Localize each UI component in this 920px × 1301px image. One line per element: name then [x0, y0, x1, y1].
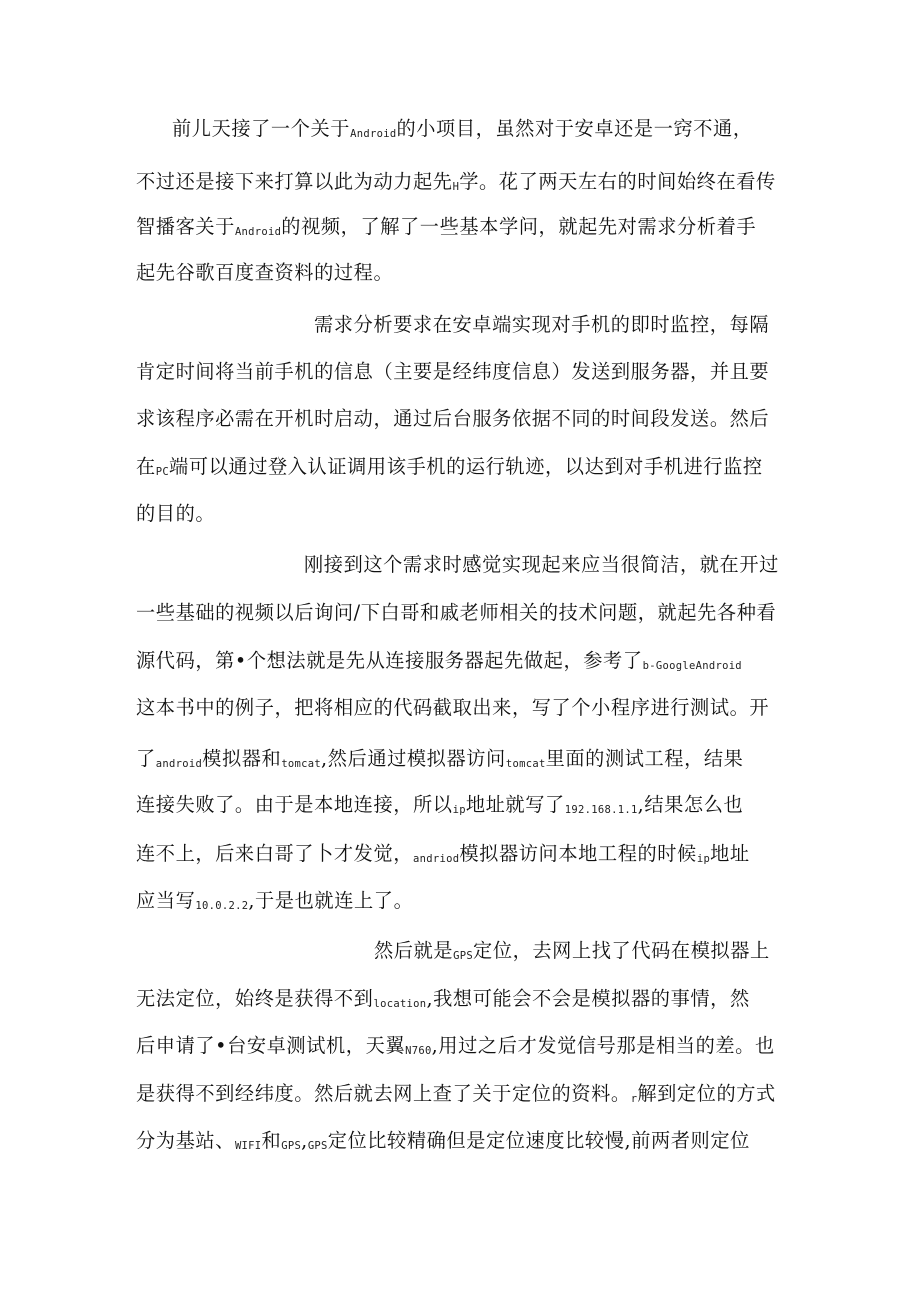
text-run: 前儿天接了一个关于 [172, 117, 351, 140]
text-run: 连不上，后来白哥了卜才发觉， [136, 842, 414, 865]
text-line [136, 690, 769, 726]
text-line [136, 836, 750, 872]
inline-latin-term: Android [350, 128, 397, 140]
text-line [136, 1123, 750, 1159]
text-run: 定位，去网上找了代码在模拟器上 [473, 939, 770, 962]
text-run: 无法定位，始终是获得不到 [136, 987, 374, 1010]
text-run: 里面的测试工程，结果 [545, 747, 744, 770]
text-run: 是获得不到经纬度。然后就去网上查了关于定位的资料。 [136, 1082, 631, 1105]
text-run: 模拟器和 [202, 747, 282, 770]
inline-latin-term: 192.168.1.1 [564, 804, 638, 816]
inline-latin-term: GPS [307, 1140, 328, 1152]
inline-latin-term: GPS [453, 950, 474, 962]
inline-latin-term: PC [155, 466, 170, 478]
inline-latin-term: r [630, 1093, 638, 1105]
text-run: 模拟器访问本地工程的时候 [459, 842, 697, 865]
inline-latin-term: GPS [281, 1140, 302, 1152]
text-run: 一些基础的视频以后询问/下白哥和戚老师相关的技术问题，就起先各种看 [136, 601, 777, 624]
text-run: 了 [136, 747, 156, 770]
text-run: 端可以通过登入认证调用该手机的运行轨迹，以达到对手机进行监控 [169, 455, 763, 478]
text-line [304, 547, 779, 583]
text-run: 不过还是接下来打算以此为动力起先 [136, 170, 453, 193]
text-line [172, 111, 753, 147]
text-line [136, 354, 769, 390]
text-run: ,我想可能会不会是模拟器的事情，然 [426, 987, 750, 1010]
inline-latin-term: android [155, 758, 203, 770]
text-run: 的目的。 [136, 502, 216, 525]
text-run: 在 [136, 455, 156, 478]
text-run: 分为基站、 [136, 1129, 235, 1152]
text-run: 应当写 [136, 889, 196, 912]
inline-latin-term: Android [234, 226, 282, 238]
text-line [314, 307, 769, 343]
text-line [136, 449, 763, 485]
inline-latin-term: H [452, 181, 460, 193]
text-line [136, 401, 769, 437]
text-run: ,结果怎么也 [637, 793, 744, 816]
text-run: 定位比较精确但是定位速度比较慢,前两者则定位 [327, 1129, 750, 1152]
text-line [136, 1028, 775, 1064]
text-run: 需求分析要求在安卓端实现对手机的即时监控，每隔 [314, 313, 770, 336]
inline-latin-term: andriod [413, 853, 460, 865]
text-line [136, 496, 215, 532]
inline-latin-term: WIFI [234, 1140, 262, 1152]
text-line [374, 933, 770, 969]
inline-latin-term: N760 [405, 1045, 432, 1057]
text-line [136, 1076, 776, 1112]
text-run: 的小项目，虽然对于安卓还是一窍不通， [396, 117, 753, 140]
text-line [136, 883, 413, 919]
text-line [136, 643, 742, 679]
text-run: 地址 [710, 842, 750, 865]
text-line [136, 209, 756, 245]
text-line [136, 787, 743, 823]
text-run: 地址就写了 [465, 793, 565, 816]
text-run: 肯定时间将当前手机的信息（主要是经纬度信息）发送到服务器，并且要 [136, 360, 770, 383]
text-line [136, 595, 776, 631]
text-line [136, 255, 393, 291]
text-run: 源代码，第•个想法就是先从连接服务器起先做起，参考了 [136, 649, 643, 672]
text-run: 的视频，了解了一些基本学问，就起先对需求分析着手 [281, 215, 757, 238]
text-run: 求该程序必需在开机时启动，通过后台服务依据不同的时间段发送。然后 [136, 407, 770, 430]
inline-latin-term: ip [452, 804, 466, 816]
text-run: 这本书中的例子，把将相应的代码截取出来，写了个小程序进行测试。开 [136, 696, 770, 719]
inline-latin-term: ip [696, 853, 711, 865]
inline-latin-term: location [373, 998, 427, 1010]
text-line [136, 741, 743, 777]
text-run: 解到定位的方式 [637, 1082, 776, 1105]
inline-latin-term: tomcat [505, 758, 546, 770]
text-run: ,用过之后才发觉信号那是相当的差。也 [431, 1034, 775, 1057]
inline-latin-term: 10.0.2.2 [195, 900, 249, 912]
text-run: 起先谷歌百度查资料的过程。 [136, 261, 394, 284]
text-run: 然后就是 [374, 939, 454, 962]
text-run: 后申请了•台安卓测试机，天翼 [136, 1034, 406, 1057]
text-run: ,于是也就连上了。 [248, 889, 414, 912]
text-run: 连接失败了。由于是本地连接，所以 [136, 793, 453, 816]
text-line [136, 164, 776, 200]
text-run: 刚接到这个需求时感觉实现起来应当很简洁，就在开过 [304, 553, 779, 576]
text-run: 学。花了两天左右的时间始终在看传 [459, 170, 776, 193]
inline-latin-term: b-GoogleAndroid [642, 660, 742, 672]
inline-latin-term: tomcat [281, 758, 322, 770]
text-run: , [301, 1129, 308, 1152]
text-run: 智播客关于 [136, 215, 235, 238]
text-run: 和 [261, 1129, 282, 1152]
text-line [136, 981, 750, 1017]
text-run: ,然后通过模拟器访问 [321, 747, 506, 770]
